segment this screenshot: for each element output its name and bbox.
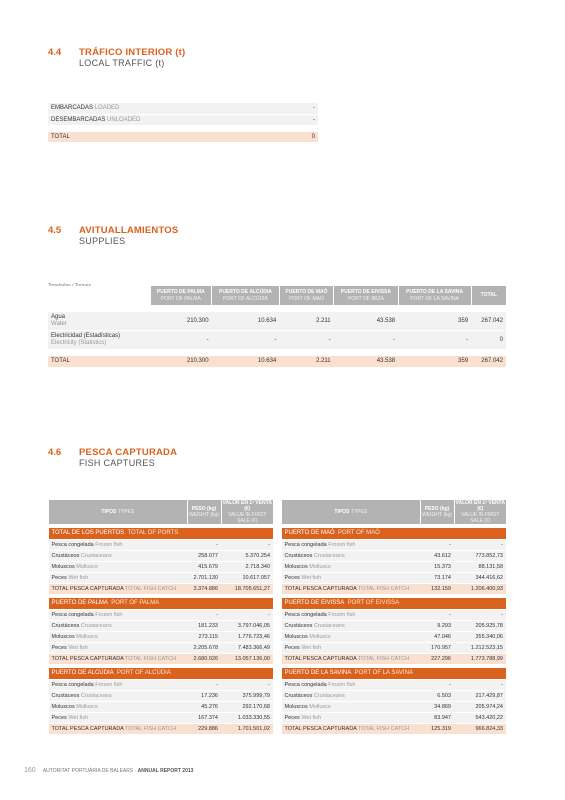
section-subtitle: SUPPLIES xyxy=(79,236,126,246)
table-row xyxy=(49,679,274,690)
weight-cell: - xyxy=(420,609,454,620)
table-row xyxy=(49,609,274,620)
type-label: Peces Wet fish xyxy=(49,712,188,723)
value-cell: - xyxy=(454,609,506,620)
value-cell: 2.718.340 xyxy=(221,561,273,572)
port-group-header: TOTAL DE LOS PUERTOS TOTAL OF PORTS xyxy=(49,527,274,539)
type-label: Pesca congelada Frozen fish xyxy=(49,679,188,690)
value-cell: - xyxy=(221,679,273,690)
col-header-total: TOTAL xyxy=(471,286,506,305)
weight-cell: 9.293 xyxy=(420,620,454,631)
total-label: TOTAL PESCA CAPTURADA TOTAL FISH CATCH xyxy=(49,653,188,664)
value-cell: - xyxy=(454,679,506,690)
weight-total: 132.159 xyxy=(420,583,454,594)
col-header: PUERTO DE EIVISSA PORT OF IBIZA xyxy=(334,286,399,305)
value-total: 1.773.788,99 xyxy=(454,653,506,664)
value-cell: - xyxy=(454,539,506,550)
weight-cell: 2.205.678 xyxy=(187,642,221,653)
port-group-header: PUERTO DE MAÓ PORT OF MAÓ xyxy=(282,527,507,539)
value-cell: 355.340,06 xyxy=(454,631,506,642)
table-row xyxy=(282,642,507,653)
type-label: Peces Wet fish xyxy=(282,572,421,583)
section-number: 4.4 xyxy=(48,47,62,58)
type-label: Crustáceos Crustaceans xyxy=(49,550,188,561)
value-total: 18.705.651,27 xyxy=(221,583,273,594)
table-row xyxy=(48,330,506,349)
weight-cell: - xyxy=(420,679,454,690)
value-cell: 10.617.057 xyxy=(221,572,273,583)
total-row xyxy=(49,653,274,664)
total-row xyxy=(282,723,507,734)
cell: 10.634 xyxy=(212,311,280,330)
weight-cell: 2.701.130 xyxy=(187,572,221,583)
total-label: TOTAL PESCA CAPTURADA TOTAL FISH CATCH xyxy=(282,653,421,664)
table-row xyxy=(48,114,318,125)
type-label: Peces Wet fish xyxy=(282,642,421,653)
total-label: TOTAL PESCA CAPTURADA TOTAL FISH CATCH xyxy=(282,583,421,594)
table-row xyxy=(282,679,507,690)
cell: - xyxy=(150,330,212,349)
type-label: Pesca congelada Frozen fish xyxy=(282,679,421,690)
table-row xyxy=(48,103,318,114)
section-title: TRÁFICO INTERIOR (t) xyxy=(79,47,186,58)
weight-cell: 273.115 xyxy=(187,631,221,642)
weight-cell: 34.869 xyxy=(420,701,454,712)
total-value: 0 xyxy=(298,131,318,142)
section-number: 4.6 xyxy=(48,447,62,458)
type-label: Moluscos Molluscs xyxy=(282,631,421,642)
table-row xyxy=(282,609,507,620)
table-row xyxy=(282,572,507,583)
cell: 210.300 xyxy=(150,355,212,367)
value-cell: 773.852,73 xyxy=(454,550,506,561)
value-total: 1.206.400,93 xyxy=(454,583,506,594)
local-traffic-table xyxy=(48,103,318,143)
value-cell: 344.416,62 xyxy=(454,572,506,583)
type-label: Pesca congelada Frozen fish xyxy=(49,539,188,550)
value-cell: 205.925,78 xyxy=(454,620,506,631)
type-label: Moluscos Molluscs xyxy=(49,631,188,642)
total-label: TOTAL xyxy=(48,131,298,142)
weight-cell: 47.046 xyxy=(420,631,454,642)
total-label: TOTAL xyxy=(48,355,150,367)
total-row xyxy=(282,653,507,664)
table-row xyxy=(282,620,507,631)
weight-cell: 45.276 xyxy=(187,701,221,712)
col-header: PUERTO DE ALCÚDIA PORT OF ALCÚDIA xyxy=(212,286,280,305)
table-row xyxy=(49,642,274,653)
value-cell: 3.797.046,05 xyxy=(221,620,273,631)
value-cell: 1.776.723,46 xyxy=(221,631,273,642)
type-label: Moluscos Molluscs xyxy=(49,561,188,572)
value-cell: 88.131,58 xyxy=(454,561,506,572)
weight-total: 125.319 xyxy=(420,723,454,734)
col-header-types: TIPOS TYPES xyxy=(282,500,421,524)
row-label: EMBARCADAS LOADED xyxy=(48,103,298,114)
table-row xyxy=(49,701,274,712)
value-cell: 5.370.254 xyxy=(221,550,273,561)
weight-cell: - xyxy=(420,539,454,550)
table-row xyxy=(49,620,274,631)
type-label: Crustáceos Crustaceans xyxy=(282,690,421,701)
weight-total: 2.680.026 xyxy=(187,653,221,664)
type-label: Crustáceos Crustaceans xyxy=(282,550,421,561)
weight-cell: - xyxy=(187,679,221,690)
header-row xyxy=(49,500,274,524)
section-title: AVITUALLAMIENTOS xyxy=(79,225,179,236)
value-total: 13.057.136,00 xyxy=(221,653,273,664)
col-header: PUERTO DE LA SAVINA PORT OF LA SAVINA xyxy=(398,286,471,305)
weight-total: 229.886 xyxy=(187,723,221,734)
section-title: PESCA CAPTURADA xyxy=(79,447,178,458)
weight-total: 3.374.886 xyxy=(187,583,221,594)
weight-cell: 83.947 xyxy=(420,712,454,723)
type-label: Moluscos Molluscs xyxy=(282,561,421,572)
value-cell: 205.974,24 xyxy=(454,701,506,712)
port-group-header: PUERTO DE PALMA PORT OF PALMA xyxy=(49,597,274,609)
section-subtitle: FISH CAPTURES xyxy=(79,458,155,468)
weight-cell: - xyxy=(187,539,221,550)
total-row xyxy=(49,583,274,594)
col-header-value: VALOR EN 1ª VENTA (€) VALUE IN FIRST SALE (€) xyxy=(455,500,505,524)
table-row xyxy=(49,550,274,561)
footer-report: ANNUAL REPORT 2013 xyxy=(137,768,194,774)
table-row xyxy=(49,572,274,583)
header-row xyxy=(282,500,507,524)
cell: 359 xyxy=(398,311,471,330)
page-footer xyxy=(24,767,193,774)
weight-cell: 15.373 xyxy=(420,561,454,572)
total-label: TOTAL PESCA CAPTURADA TOTAL FISH CATCH xyxy=(49,723,188,734)
weight-cell: 6.503 xyxy=(420,690,454,701)
cell: 10.634 xyxy=(212,355,280,367)
type-label: Pesca congelada Frozen fish xyxy=(282,539,421,550)
weight-cell: 170.957 xyxy=(420,642,454,653)
type-label: Moluscos Molluscs xyxy=(49,701,188,712)
value-cell: - xyxy=(221,609,273,620)
total-row xyxy=(48,131,318,142)
weight-cell: 73.174 xyxy=(420,572,454,583)
footer-separator: · xyxy=(134,768,137,774)
weight-cell: - xyxy=(187,609,221,620)
header-row xyxy=(48,286,506,305)
weight-cell: 258.077 xyxy=(187,550,221,561)
cell: 267.042 xyxy=(471,355,506,367)
type-label: Crustáceos Crustaceans xyxy=(282,620,421,631)
section-subtitle: LOCAL TRAFFIC (t) xyxy=(79,58,165,68)
cell: - xyxy=(334,330,399,349)
value-cell: 1.212.523,15 xyxy=(454,642,506,653)
total-label: TOTAL PESCA CAPTURADA TOTAL FISH CATCH xyxy=(282,723,421,734)
table-row xyxy=(48,311,506,330)
cell: 210.300 xyxy=(150,311,212,330)
weight-total: 227.296 xyxy=(420,653,454,664)
value-cell: 7.483.366,49 xyxy=(221,642,273,653)
table-row xyxy=(282,631,507,642)
type-label: Peces Wet fish xyxy=(49,642,188,653)
supplies-table xyxy=(48,286,506,368)
value-total: 1.701.501,02 xyxy=(221,723,273,734)
table-row xyxy=(49,561,274,572)
cell: 0 xyxy=(471,330,506,349)
value-cell: 292.170,68 xyxy=(221,701,273,712)
port-group-header: PUERTO DE EIVISSA PORT OF EIVISSA xyxy=(282,597,507,609)
cell: 43.538 xyxy=(334,355,399,367)
table-row xyxy=(282,690,507,701)
weight-cell: 415.679 xyxy=(187,561,221,572)
cell: 43.538 xyxy=(334,311,399,330)
type-label: Pesca congelada Frozen fish xyxy=(282,609,421,620)
table-row xyxy=(49,631,274,642)
total-row xyxy=(48,355,506,367)
table-row xyxy=(282,561,507,572)
col-header-types: TIPOS TYPES xyxy=(49,500,188,524)
col-header: PUERTO DE MAÓ PORT OF MAÓ xyxy=(279,286,333,305)
value-cell: 375.999,79 xyxy=(221,690,273,701)
type-label: Moluscos Molluscs xyxy=(282,701,421,712)
cell: - xyxy=(398,330,471,349)
row-label: Electricidad (Estadísticas) Electricity (Statistics) xyxy=(48,330,150,349)
table-row xyxy=(49,712,274,723)
section-number: 4.5 xyxy=(48,225,62,236)
row-value: - xyxy=(298,114,318,125)
cell: 267.042 xyxy=(471,311,506,330)
value-cell: 543.420,22 xyxy=(454,712,506,723)
type-label: Peces Wet fish xyxy=(49,572,188,583)
fish-captures-table-right xyxy=(281,500,506,735)
weight-cell: 43.612 xyxy=(420,550,454,561)
row-label: Agua Water xyxy=(48,311,150,330)
row-label: DESEMBARCADAS UNLOADED xyxy=(48,114,298,125)
col-header-value: VALOR EN 1ª VENTA (€) VALUE IN FIRST SALE (€) xyxy=(222,500,272,524)
weight-cell: 181.233 xyxy=(187,620,221,631)
table-row xyxy=(282,712,507,723)
footer-org: AUTORITAT PORTUÀRIA DE BALEARS xyxy=(42,768,134,774)
type-label: Crustáceos Crustaceans xyxy=(49,690,188,701)
row-value: - xyxy=(298,103,318,114)
cell: 2.211 xyxy=(279,355,333,367)
page-number: 160 xyxy=(24,767,36,774)
cell: 2.211 xyxy=(279,311,333,330)
value-cell: - xyxy=(221,539,273,550)
cell: - xyxy=(279,330,333,349)
port-group-header: PUERTO DE ALCÚDIA PORT OF ALCÚDIA xyxy=(49,667,274,679)
table-row xyxy=(282,539,507,550)
value-total: 966.824,33 xyxy=(454,723,506,734)
table-row xyxy=(49,690,274,701)
weight-cell: 17.236 xyxy=(187,690,221,701)
total-row xyxy=(282,583,507,594)
table-row xyxy=(282,550,507,561)
weight-cell: 167.374 xyxy=(187,712,221,723)
table-row xyxy=(282,701,507,712)
col-header-weight: PESO (kg) WEIGHT (kg) xyxy=(187,500,221,524)
col-header-weight: PESO (kg) WEIGHT (kg) xyxy=(420,500,454,524)
cell: - xyxy=(212,330,280,349)
port-group-header: PUERTO DE LA SAVINA PORT OF LA SAVINA xyxy=(282,667,507,679)
cell: 359 xyxy=(398,355,471,367)
value-cell: 217.429,87 xyxy=(454,690,506,701)
type-label: Peces Wet fish xyxy=(282,712,421,723)
table-row xyxy=(49,539,274,550)
value-cell: 1.033.330,55 xyxy=(221,712,273,723)
fish-captures-table-left xyxy=(48,500,273,735)
total-row xyxy=(49,723,274,734)
type-label: Crustáceos Crustaceans xyxy=(49,620,188,631)
type-label: Pesca congelada Frozen fish xyxy=(49,609,188,620)
total-label: TOTAL PESCA CAPTURADA TOTAL FISH CATCH xyxy=(49,583,188,594)
col-header: PUERTO DE PALMA PORT OF PALMA xyxy=(150,286,212,305)
